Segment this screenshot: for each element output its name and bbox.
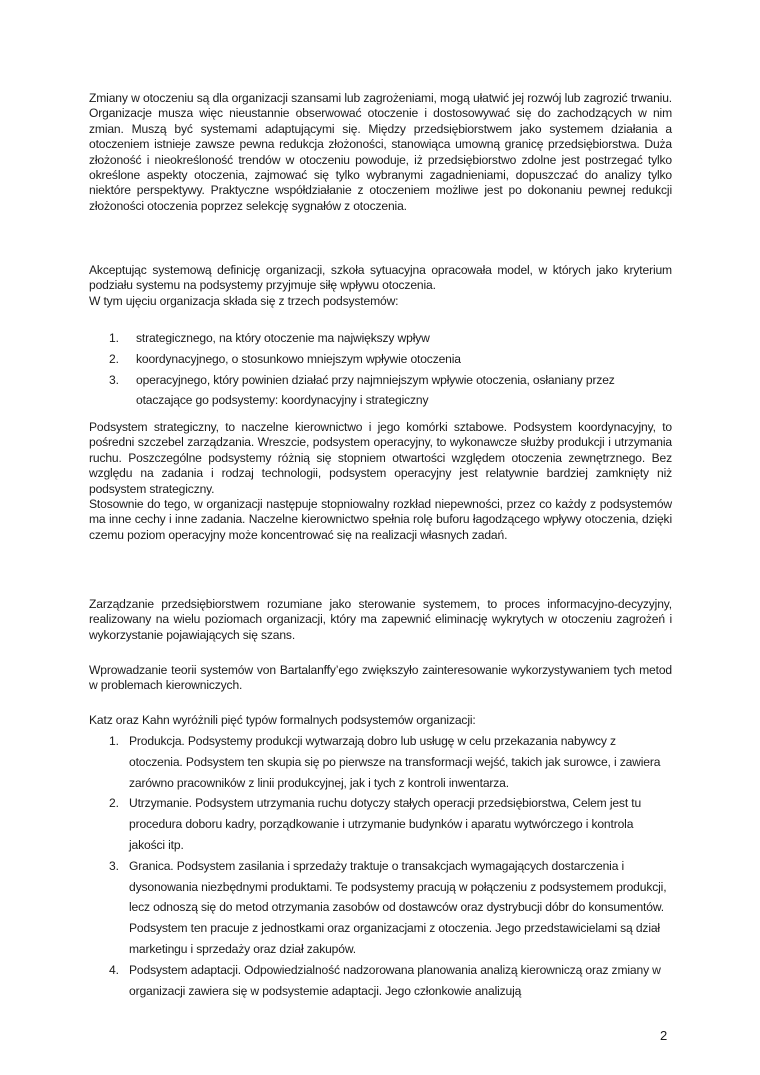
list-text: Utrzymanie. Podsystem utrzymania ruchu dotyczy stałych operacji przedsiębiorstwa, Celem jest tu procedura doboru kadry, porządkowanie i utrzymanie budynków i aparatu wytwórczego i kontrola jakości itp.: [129, 796, 642, 852]
katz-kahn-list: [89, 731, 672, 1001]
list-item: [89, 793, 672, 855]
list-item: [89, 731, 672, 793]
list-item: [89, 370, 672, 412]
paragraph-situational-model: [89, 263, 672, 309]
paragraph: Podsystem strategiczny, to naczelne kierownictwo i jego komórki sztabowe. Podsystem koordynacyjny, to pośredni szczebel zarządzania. Wreszcie, podsystem operacyjny, to wykonawcze służby produkcji i utrzymania ruchu. Poszczególne podsystemy różnią się stopniem otwartości względem otoczenia zewnętrznego. Bez względu na zadania i rodzaj technologii, podsystem operacyjny jest relatywnie bardziej zamknięty niż podsystem strategiczny.: [89, 420, 672, 496]
page-number: 2: [660, 1028, 668, 1043]
list-text: operacyjnego, który powinien działać przy najmniejszym wpływie otoczenia, osłaniany przez otaczające go podsystemy: koordynacyjny i strategiczny: [136, 372, 615, 408]
paragraph: Zmiany w otoczeniu są dla organizacji szansami lub zagrożeniami, mogą ułatwić jej rozwój lub zagrozić trwaniu. Organizacje musza więc nieustannie obserwować otoczenie i dostosowywać się do zachodzących w nim zmian. Muszą być systemami adaptującymi się. Między przedsiębiorstwem jako systemem działania a otoczeniem istnieje zawsze pewna redukcja złożoności, stanowiąca umowną granicę przedsiębiorstwa. Duża złożoność i nieokreśloność trendów w otoczeniu powoduje, iż przedsiębiorstwo zdolne jest postrzegać tylko określone aspekty otoczenia, zajmować się tylko wybranymi zagadnieniami, dopuszczać do analizy tylko niektóre perspektywy. Praktyczne współdziałanie z otoczeniem możliwe jest po dokonaniu pewnej redukcji złożoności otoczenia poprzez selekcję sygnałów z otoczenia.: [89, 91, 672, 213]
list-number: 3.: [109, 372, 119, 387]
paragraph: Wprowadzanie teorii systemów von Bartalanffy’ego zwiększyło zainteresowanie wykorzystywaniem tych metod w problemach kierowniczych.: [89, 663, 672, 693]
list-number: 2.: [109, 351, 119, 366]
list-number: 1.: [109, 331, 119, 345]
paragraph-bertalanffy: [89, 663, 672, 694]
list-text: Podsystem adaptacji. Odpowiedzialność nadzorowana planowania analizą kierowniczą oraz zmiany w organizacji zawiera się w podsystemie adaptacji. Jego członkowie analizują: [129, 962, 661, 998]
list-text: strategicznego, na który otoczenie ma największy wpływ: [136, 331, 430, 345]
list-number: 2.: [109, 796, 119, 811]
list-number: 3.: [109, 858, 119, 873]
paragraph: Stosownie do tego, w organizacji następuje stopniowalny rozkład niepewności, przez co każdy z podsystemów ma inne cechy i inne zadania. Naczelne kierownictwo spełnia rolę buforu łagodzącego wpływy otoczenia, dzięki czemu poziom operacyjny może koncentrować się na realizacji własnych zadań.: [89, 497, 672, 542]
paragraph-management: [89, 597, 672, 643]
list-item: [89, 349, 672, 370]
list-item: [89, 328, 672, 349]
paragraph-katz-kahn: [89, 713, 672, 728]
paragraph-environment: [89, 91, 672, 214]
list-item: [89, 856, 672, 960]
list-number: 1.: [109, 734, 119, 748]
subsystems-list: [89, 328, 672, 411]
list-text: Produkcja. Podsystemy produkcji wytwarzają dobro lub usługę w celu przekazania nabywcy z otoczenia. Podsystem ten skupia się po pierwsze na transformacji wejść, takich jak surowce, i zawiera zarówno pracowników z linii produkcyjnej, jak i tych z kontroli inwentarza.: [129, 734, 661, 790]
paragraph-subsystems-description: [89, 420, 672, 543]
paragraph: Katz oraz Kahn wyróżnili pięć typów formalnych podsystemów organizacji:: [89, 713, 476, 727]
list-number: 4.: [109, 962, 119, 977]
paragraph: Akceptując systemową definicję organizacji, szkoła sytuacyjna opracowała model, w których jako kryterium podziału systemu na podsystemy przyjmuje siłę wpływu otoczenia.: [89, 263, 672, 293]
list-text: koordynacyjnego, o stosunkowo mniejszym wpływie otoczenia: [136, 351, 461, 366]
paragraph: W tym ujęciu organizacja składa się z trzech podsystemów:: [89, 293, 399, 308]
list-text: Granica. Podsystem zasilania i sprzedaży traktuje o transakcjach wymagających dostarczenia i dysonowania niezbędnymi produktami. Te podsystemy pracują w połączeniu z podsystemem produkcji, lecz odnoszą się do metod otrzymania zasobów od dostawców oraz dystrybucji dóbr do konsumentów. Podsystem ten pracuje z jednostkami oraz organizacjami z otoczenia. Jego przedstawicielami są dział marketingu i sprzedaży oraz dział zakupów.: [129, 858, 667, 956]
paragraph: Zarządzanie przedsiębiorstwem rozumiane jako sterowanie systemem, to proces informacyjno-decyzyjny, realizowany na wielu poziomach organizacji, który ma zapewnić eliminację wykrytych w otoczeniu zagrożeń i wykorzystanie pojawiających się szans.: [89, 597, 672, 642]
list-item: [89, 960, 672, 1002]
